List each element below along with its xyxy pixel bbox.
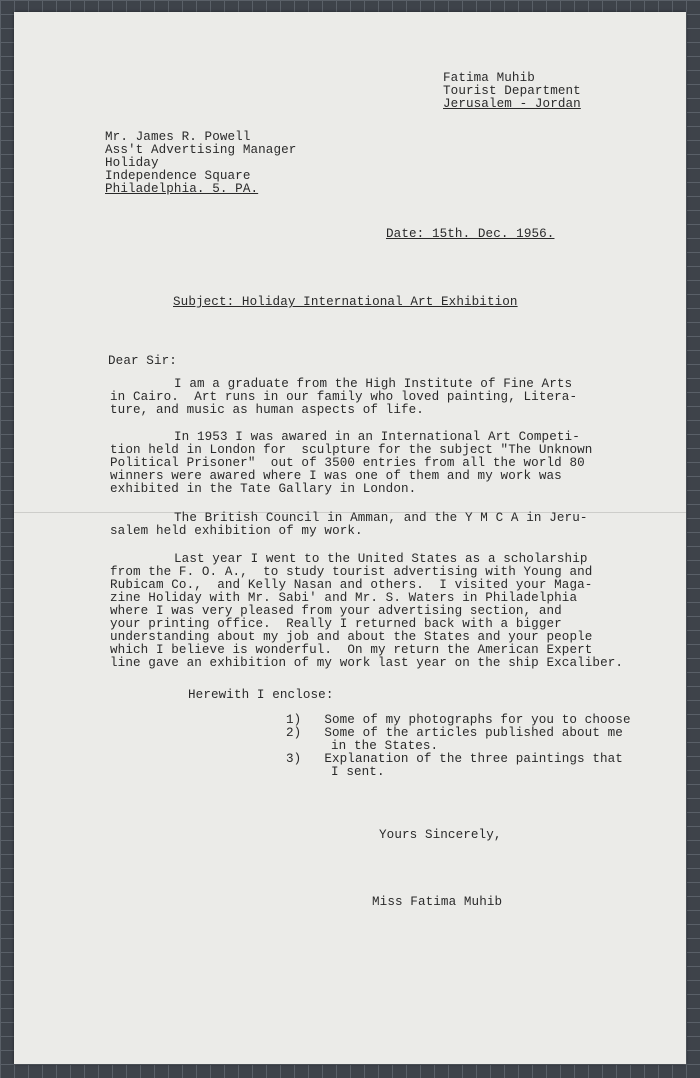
- paragraph-line: winners were awared where I was one of them and my work was: [110, 469, 562, 483]
- enclosure-text: Some of the articles published about me: [324, 726, 623, 740]
- paragraph-line: ture, and music as human aspects of life.: [110, 403, 424, 417]
- paragraph-line: Political Prisoner" out of 3500 entries from all the world 80: [110, 456, 585, 470]
- salutation: Dear Sir:: [108, 354, 177, 368]
- paragraph-line: your printing office. Really I returned back with a bigger: [110, 617, 562, 631]
- recipient-company: Holiday: [105, 156, 159, 170]
- paragraph-4: [110, 553, 623, 670]
- sender-department: Tourist Department: [443, 84, 581, 98]
- recipient-city: Philadelphia. 5. PA.: [105, 182, 259, 196]
- sender-name: Fatima Muhib: [443, 71, 535, 85]
- paragraph-line: where I was very pleased from your advertising section, and: [110, 604, 562, 618]
- enclosure-text: Some of my photographs for you to choose: [324, 713, 631, 727]
- paragraph-line: from the F. O. A., to study tourist advertising with Young and: [110, 565, 593, 579]
- paragraph-line: line gave an exhibition of my work last year on the ship Excaliber.: [110, 656, 624, 670]
- paragraph-line: which I believe is wonderful. On my return the American Expert: [110, 643, 593, 657]
- enclosure-number: 3): [286, 752, 302, 766]
- paragraph-line: The British Council in Amman, and the Y M C A in Jeru-: [174, 511, 588, 525]
- enclosure-text: in the States.: [331, 739, 439, 753]
- letter-subject: Subject: Holiday International Art Exhibition: [173, 295, 518, 309]
- paragraph-3: [110, 512, 588, 538]
- enclosure-text: I sent.: [331, 765, 385, 779]
- sender-block: [443, 72, 581, 111]
- recipient-title: Ass't Advertising Manager: [105, 143, 297, 157]
- recipient-street: Independence Square: [105, 169, 251, 183]
- paragraph-1: [110, 378, 577, 417]
- letter-date: Date: 15th. Dec. 1956.: [386, 227, 555, 241]
- recipient-block: [105, 131, 296, 196]
- paragraph-line: I am a graduate from the High Institute of Fine Arts: [174, 377, 573, 391]
- letter-paper: [14, 12, 686, 1064]
- signature-name: Miss Fatima Muhib: [372, 895, 503, 909]
- paragraph-line: in Cairo. Art runs in our family who loved painting, Litera-: [110, 390, 578, 404]
- enclosure-number: 1): [286, 713, 302, 727]
- paragraph-line: Rubicam Co., and Kelly Nasan and others. I visited your Maga-: [110, 578, 593, 592]
- paragraph-line: tion held in London for sculpture for the subject "The Unknown: [110, 443, 593, 457]
- enclosure-text: Explanation of the three paintings that: [324, 752, 623, 766]
- paragraph-line: Last year I went to the United States as a scholarship: [174, 552, 588, 566]
- enclosure-list: [286, 714, 631, 779]
- paragraph-line: salem held exhibition of my work.: [110, 524, 363, 538]
- enclosure-number: 2): [286, 726, 302, 740]
- paragraph-line: exhibited in the Tate Gallary in London.: [110, 482, 417, 496]
- enclose-intro: Herewith I enclose:: [188, 688, 334, 702]
- paragraph-line: understanding about my job and about the States and your people: [110, 630, 593, 644]
- paragraph-2: [110, 431, 592, 496]
- closing: Yours Sincerely,: [379, 828, 502, 842]
- recipient-name: Mr. James R. Powell: [105, 130, 251, 144]
- paragraph-line: zine Holiday with Mr. Sabi' and Mr. S. Waters in Philadelphia: [110, 591, 578, 605]
- sender-location: Jerusalem - Jordan: [443, 97, 581, 111]
- paragraph-line: In 1953 I was awared in an International Art Competi-: [174, 430, 580, 444]
